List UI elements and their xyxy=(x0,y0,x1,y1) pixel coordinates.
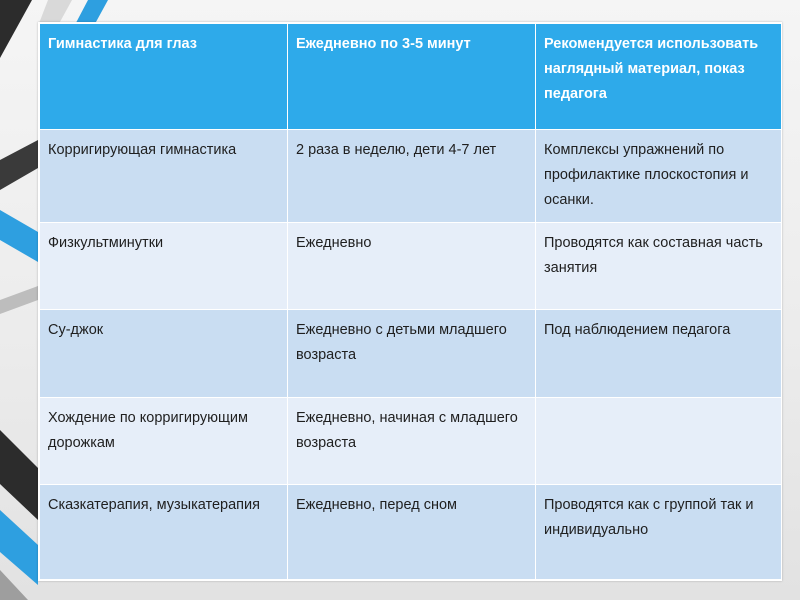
table-row xyxy=(40,222,782,309)
frequency-cell: 2 раза в неделю, дети 4-7 лет xyxy=(288,130,536,223)
frequency-cell: Ежедневно, начиная с младшего возраста xyxy=(288,398,536,485)
schedule-table-container xyxy=(38,22,782,581)
notes-cell xyxy=(536,398,782,485)
activity-cell: Корригирующая гимнастика xyxy=(40,130,288,223)
table-header-row xyxy=(40,24,782,130)
notes-cell: Проводятся как с группой так и индивидуально xyxy=(536,485,782,580)
frequency-cell: Ежедневно с детьми младшего возраста xyxy=(288,309,536,398)
activity-cell: Физкультминутки xyxy=(40,222,288,309)
decor-dark-stripe-bottom xyxy=(0,430,38,520)
table-row xyxy=(40,398,782,485)
table-row xyxy=(40,485,782,580)
header-cell-frequency: Ежедневно по 3-5 минут xyxy=(288,24,536,130)
frequency-cell: Ежедневно, перед сном xyxy=(288,485,536,580)
table-row xyxy=(40,309,782,398)
health-activities-table xyxy=(39,23,782,580)
table-row xyxy=(40,130,782,223)
notes-cell: Комплексы упражнений по профилактике плоскостопия и осанки. xyxy=(536,130,782,223)
activity-cell: Сказкатерапия, музыкатерапия xyxy=(40,485,288,580)
decor-blue-stripe-bottom xyxy=(0,510,38,585)
notes-cell: Под наблюдением педагога xyxy=(536,309,782,398)
decor-dark-stripe-left xyxy=(0,140,38,190)
activity-cell: Су-джок xyxy=(40,309,288,398)
decor-gray-stripe-left xyxy=(0,286,38,314)
decor-dark-stripe-top xyxy=(0,0,32,58)
frequency-cell: Ежедневно xyxy=(288,222,536,309)
decor-gray-stripe-bottom xyxy=(0,570,28,600)
activity-cell: Хождение по корригирующим дорожкам xyxy=(40,398,288,485)
header-cell-notes: Рекомендуется использовать наглядный материал, показ педагога xyxy=(536,24,782,130)
header-cell-activity: Гимнастика для глаз xyxy=(40,24,288,130)
decor-blue-stripe-left xyxy=(0,210,38,262)
notes-cell: Проводятся как составная часть занятия xyxy=(536,222,782,309)
